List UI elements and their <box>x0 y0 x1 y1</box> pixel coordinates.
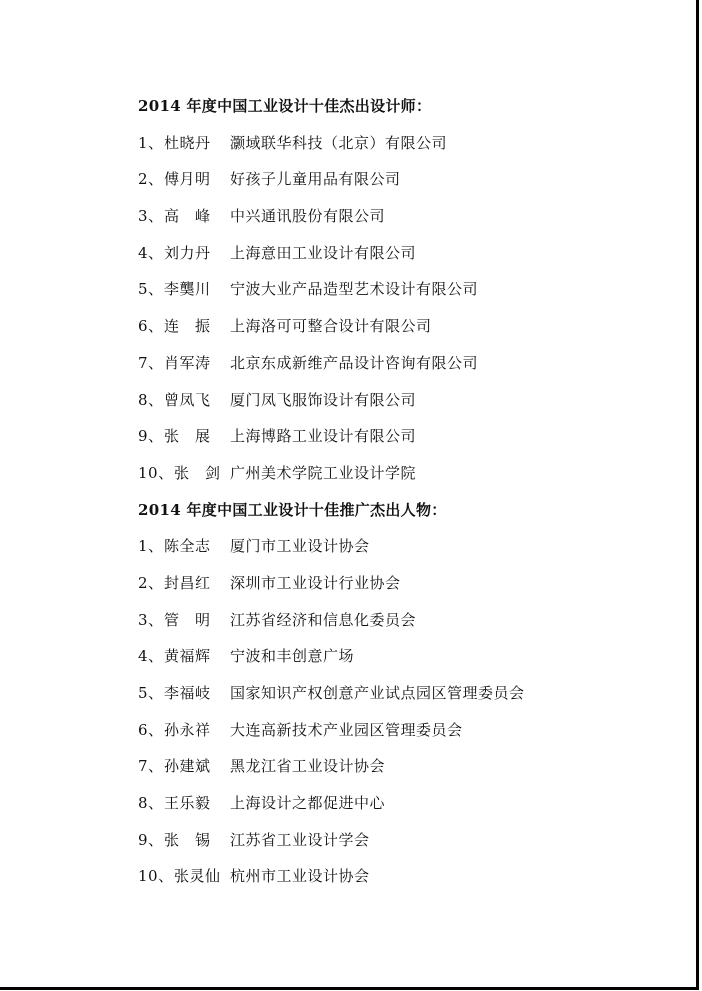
list-item <box>138 271 678 308</box>
section-title-promoters: 2014 年度中国工业设计十佳推广杰出人物： <box>138 500 447 519</box>
item-number: 6、 <box>138 317 164 336</box>
list-item <box>138 382 678 419</box>
item-number: 7、 <box>138 353 164 372</box>
person-name: 杜晓丹 <box>164 133 211 152</box>
item-number: 9、 <box>138 830 164 849</box>
person-name: 黄福辉 <box>164 647 211 666</box>
list-item <box>138 785 678 822</box>
organization: 灏域联华科技（北京）有限公司 <box>230 133 448 152</box>
item-number: 1、 <box>138 133 164 152</box>
person-name: 孙建斌 <box>164 757 211 776</box>
item-number: 3、 <box>138 610 164 629</box>
item-number: 6、 <box>138 720 164 739</box>
item-number: 4、 <box>138 243 164 262</box>
person-name: 傅月明 <box>164 170 211 189</box>
person-name: 李龑川 <box>164 280 211 299</box>
organization: 中兴通讯股份有限公司 <box>230 207 386 226</box>
person-name: 李福岐 <box>164 684 211 702</box>
person-name: 孙永祥 <box>164 720 211 739</box>
organization: 江苏省工业设计学会 <box>230 830 370 849</box>
organization: 好孩子儿童用品有限公司 <box>230 170 401 189</box>
person-name: 张灵仙 <box>174 867 221 886</box>
item-number: 5、 <box>138 280 164 299</box>
organization: 厦门市工业设计协会 <box>230 537 370 556</box>
organization: 江苏省经济和信息化委员会 <box>230 610 417 629</box>
list-item <box>138 602 678 639</box>
item-number: 8、 <box>138 390 164 409</box>
list-item <box>138 455 678 492</box>
organization: 宁波和丰创意广场 <box>230 647 355 666</box>
person-name: 连 振 <box>164 317 211 336</box>
section-title-designers: 2014 年度中国工业设计十佳杰出设计师： <box>138 97 432 115</box>
list-item <box>138 198 678 235</box>
list-item <box>138 565 678 602</box>
item-number: 7、 <box>138 757 164 776</box>
list-item <box>138 161 678 198</box>
item-number: 8、 <box>138 794 164 813</box>
item-number: 2、 <box>138 573 164 592</box>
person-name: 高 峰 <box>164 207 211 226</box>
list-item <box>138 858 678 895</box>
person-name: 曾凤飞 <box>164 390 211 409</box>
person-name: 肖军涛 <box>164 353 211 372</box>
person-name: 刘力丹 <box>164 243 211 262</box>
person-name: 陈全志 <box>164 537 211 556</box>
document-content <box>138 88 678 895</box>
list-item <box>138 822 678 859</box>
list-item <box>138 712 678 749</box>
person-name: 张 展 <box>164 427 211 446</box>
person-name: 封昌红 <box>164 573 211 592</box>
list-item <box>138 308 678 345</box>
item-number: 9、 <box>138 427 164 446</box>
list-item <box>138 748 678 785</box>
person-name: 张 锡 <box>164 830 211 849</box>
item-number: 2、 <box>138 170 164 189</box>
organization: 厦门凤飞服饰设计有限公司 <box>230 390 417 409</box>
organization: 北京东成新维产品设计咨询有限公司 <box>230 353 479 372</box>
list-item <box>138 345 678 382</box>
organization: 上海洛可可整合设计有限公司 <box>230 317 432 336</box>
list-item <box>138 125 678 162</box>
list-item <box>138 675 678 712</box>
organization: 大连高新技术产业园区管理委员会 <box>230 720 463 739</box>
person-name: 张 剑 <box>174 463 221 482</box>
organization: 上海意田工业设计有限公司 <box>230 243 417 262</box>
organization: 广州美术学院工业设计学院 <box>230 463 417 482</box>
organization: 杭州市工业设计协会 <box>230 867 370 886</box>
item-number: 10、 <box>138 463 174 482</box>
item-number: 3、 <box>138 207 164 226</box>
item-number: 1、 <box>138 537 164 556</box>
organization: 国家知识产权创意产业试点园区管理委员会 <box>230 684 525 702</box>
item-number: 10、 <box>138 867 174 886</box>
item-number: 5、 <box>138 684 164 702</box>
organization: 宁波大业产品造型艺术设计有限公司 <box>230 280 479 299</box>
list-item <box>138 235 678 272</box>
list-item <box>138 418 678 455</box>
person-name: 王乐毅 <box>164 794 211 813</box>
list-item <box>138 528 678 565</box>
organization: 黑龙江省工业设计协会 <box>230 757 386 776</box>
organization: 上海设计之都促进中心 <box>230 794 386 813</box>
organization: 深圳市工业设计行业协会 <box>230 573 401 592</box>
list-item <box>138 638 678 675</box>
person-name: 管 明 <box>164 610 211 629</box>
organization: 上海博路工业设计有限公司 <box>230 427 417 446</box>
item-number: 4、 <box>138 647 164 666</box>
